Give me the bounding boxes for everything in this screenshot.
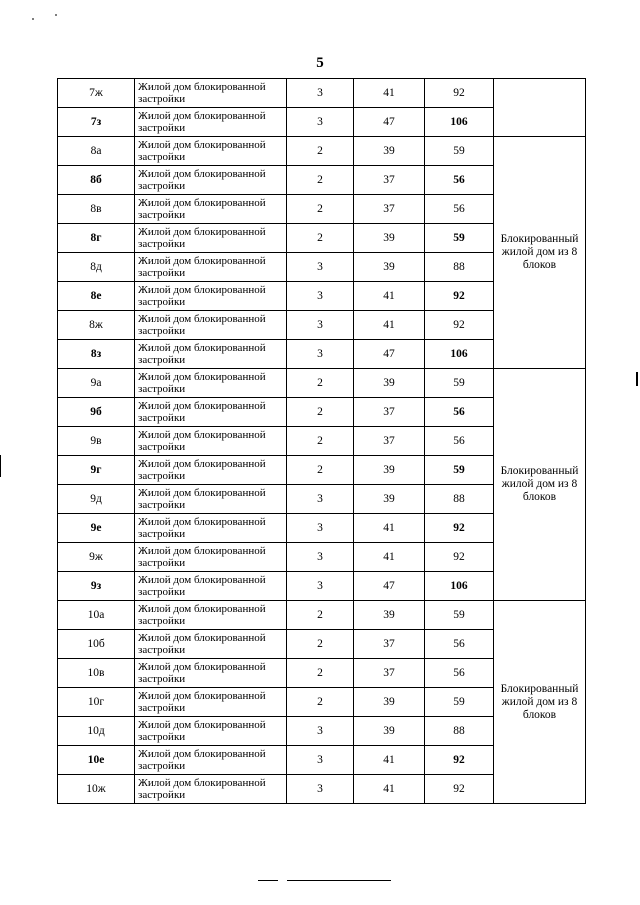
row-area2-cell: 56 bbox=[425, 166, 494, 195]
row-floors-cell: 2 bbox=[287, 224, 354, 253]
row-area1-cell: 47 bbox=[354, 108, 425, 137]
row-floors-cell: 3 bbox=[287, 253, 354, 282]
row-area1-cell: 47 bbox=[354, 572, 425, 601]
row-id-cell: 10е bbox=[58, 746, 135, 775]
row-description-cell: Жилой дом блокированной застройки bbox=[135, 630, 287, 659]
row-floors-cell: 3 bbox=[287, 108, 354, 137]
row-floors-cell: 3 bbox=[287, 746, 354, 775]
row-id-cell: 8б bbox=[58, 166, 135, 195]
row-id-cell: 9г bbox=[58, 456, 135, 485]
row-area1-cell: 37 bbox=[354, 195, 425, 224]
row-floors-cell: 3 bbox=[287, 485, 354, 514]
scan-edge-mark bbox=[636, 372, 638, 386]
row-description-cell: Жилой дом блокированной застройки bbox=[135, 601, 287, 630]
row-area1-cell: 37 bbox=[354, 630, 425, 659]
row-area1-cell: 41 bbox=[354, 311, 425, 340]
row-description-cell: Жилой дом блокированной застройки bbox=[135, 195, 287, 224]
row-area1-cell: 39 bbox=[354, 369, 425, 398]
row-description-cell: Жилой дом блокированной застройки bbox=[135, 485, 287, 514]
row-area1-cell: 39 bbox=[354, 485, 425, 514]
row-floors-cell: 2 bbox=[287, 427, 354, 456]
group-label-cell: Блокированный жилой дом из 8 блоков bbox=[494, 137, 586, 369]
row-floors-cell: 2 bbox=[287, 456, 354, 485]
row-area1-cell: 47 bbox=[354, 340, 425, 369]
row-area2-cell: 88 bbox=[425, 717, 494, 746]
row-id-cell: 7з bbox=[58, 108, 135, 137]
row-floors-cell: 2 bbox=[287, 398, 354, 427]
row-area2-cell: 56 bbox=[425, 195, 494, 224]
row-area2-cell: 92 bbox=[425, 79, 494, 108]
table-row bbox=[58, 137, 586, 166]
row-area1-cell: 39 bbox=[354, 688, 425, 717]
row-floors-cell: 3 bbox=[287, 311, 354, 340]
row-id-cell: 8ж bbox=[58, 311, 135, 340]
row-area2-cell: 56 bbox=[425, 659, 494, 688]
row-floors-cell: 2 bbox=[287, 369, 354, 398]
row-id-cell: 9д bbox=[58, 485, 135, 514]
row-area1-cell: 41 bbox=[354, 775, 425, 804]
row-description-cell: Жилой дом блокированной застройки bbox=[135, 369, 287, 398]
row-floors-cell: 2 bbox=[287, 601, 354, 630]
row-floors-cell: 2 bbox=[287, 688, 354, 717]
row-id-cell: 9а bbox=[58, 369, 135, 398]
row-description-cell: Жилой дом блокированной застройки bbox=[135, 659, 287, 688]
row-area2-cell: 59 bbox=[425, 456, 494, 485]
row-area2-cell: 59 bbox=[425, 369, 494, 398]
row-id-cell: 9в bbox=[58, 427, 135, 456]
row-floors-cell: 2 bbox=[287, 166, 354, 195]
row-id-cell: 10г bbox=[58, 688, 135, 717]
row-id-cell: 10б bbox=[58, 630, 135, 659]
row-description-cell: Жилой дом блокированной застройки bbox=[135, 456, 287, 485]
row-id-cell: 8д bbox=[58, 253, 135, 282]
row-id-cell: 8г bbox=[58, 224, 135, 253]
row-description-cell: Жилой дом блокированной застройки bbox=[135, 572, 287, 601]
row-description-cell: Жилой дом блокированной застройки bbox=[135, 137, 287, 166]
row-id-cell: 9е bbox=[58, 514, 135, 543]
row-id-cell: 7ж bbox=[58, 79, 135, 108]
row-id-cell: 9б bbox=[58, 398, 135, 427]
row-description-cell: Жилой дом блокированной застройки bbox=[135, 775, 287, 804]
row-floors-cell: 2 bbox=[287, 137, 354, 166]
table-row bbox=[58, 369, 586, 398]
row-area2-cell: 56 bbox=[425, 630, 494, 659]
row-area2-cell: 88 bbox=[425, 485, 494, 514]
row-area1-cell: 41 bbox=[354, 79, 425, 108]
row-area1-cell: 39 bbox=[354, 253, 425, 282]
scan-edge-mark bbox=[0, 455, 1, 477]
row-description-cell: Жилой дом блокированной застройки bbox=[135, 253, 287, 282]
row-area2-cell: 92 bbox=[425, 746, 494, 775]
footer-line bbox=[287, 880, 391, 881]
row-area1-cell: 41 bbox=[354, 514, 425, 543]
row-area1-cell: 37 bbox=[354, 427, 425, 456]
row-description-cell: Жилой дом блокированной застройки bbox=[135, 427, 287, 456]
page-number: 5 bbox=[316, 55, 324, 71]
row-area2-cell: 59 bbox=[425, 224, 494, 253]
row-description-cell: Жилой дом блокированной застройки bbox=[135, 79, 287, 108]
row-description-cell: Жилой дом блокированной застройки bbox=[135, 108, 287, 137]
row-area1-cell: 39 bbox=[354, 717, 425, 746]
row-description-cell: Жилой дом блокированной застройки bbox=[135, 543, 287, 572]
row-floors-cell: 3 bbox=[287, 717, 354, 746]
row-floors-cell: 3 bbox=[287, 543, 354, 572]
row-floors-cell: 3 bbox=[287, 340, 354, 369]
buildings-table bbox=[57, 78, 586, 804]
row-area2-cell: 88 bbox=[425, 253, 494, 282]
row-area1-cell: 41 bbox=[354, 746, 425, 775]
row-description-cell: Жилой дом блокированной застройки bbox=[135, 282, 287, 311]
row-area2-cell: 106 bbox=[425, 572, 494, 601]
row-area1-cell: 37 bbox=[354, 398, 425, 427]
row-area1-cell: 37 bbox=[354, 659, 425, 688]
row-floors-cell: 2 bbox=[287, 630, 354, 659]
row-id-cell: 8з bbox=[58, 340, 135, 369]
row-area2-cell: 92 bbox=[425, 543, 494, 572]
row-id-cell: 10д bbox=[58, 717, 135, 746]
row-floors-cell: 3 bbox=[287, 514, 354, 543]
row-floors-cell: 3 bbox=[287, 79, 354, 108]
group-label-cell bbox=[494, 79, 586, 137]
row-area1-cell: 37 bbox=[354, 166, 425, 195]
group-label-cell: Блокированный жилой дом из 8 блоков bbox=[494, 369, 586, 601]
row-id-cell: 10в bbox=[58, 659, 135, 688]
row-area2-cell: 59 bbox=[425, 601, 494, 630]
group-label-cell: Блокированный жилой дом из 8 блоков bbox=[494, 601, 586, 804]
row-area2-cell: 56 bbox=[425, 398, 494, 427]
row-description-cell: Жилой дом блокированной застройки bbox=[135, 398, 287, 427]
row-description-cell: Жилой дом блокированной застройки bbox=[135, 688, 287, 717]
row-description-cell: Жилой дом блокированной застройки bbox=[135, 224, 287, 253]
row-id-cell: 10ж bbox=[58, 775, 135, 804]
row-id-cell: 8а bbox=[58, 137, 135, 166]
row-area1-cell: 41 bbox=[354, 543, 425, 572]
row-area1-cell: 39 bbox=[354, 456, 425, 485]
row-description-cell: Жилой дом блокированной застройки bbox=[135, 340, 287, 369]
row-area1-cell: 41 bbox=[354, 282, 425, 311]
row-area1-cell: 39 bbox=[354, 137, 425, 166]
row-description-cell: Жилой дом блокированной застройки bbox=[135, 166, 287, 195]
row-area1-cell: 39 bbox=[354, 224, 425, 253]
row-description-cell: Жилой дом блокированной застройки bbox=[135, 514, 287, 543]
row-description-cell: Жилой дом блокированной застройки bbox=[135, 746, 287, 775]
table-row bbox=[58, 601, 586, 630]
row-floors-cell: 2 bbox=[287, 659, 354, 688]
row-id-cell: 10а bbox=[58, 601, 135, 630]
row-floors-cell: 3 bbox=[287, 282, 354, 311]
row-area2-cell: 106 bbox=[425, 108, 494, 137]
row-floors-cell: 2 bbox=[287, 195, 354, 224]
row-area2-cell: 92 bbox=[425, 311, 494, 340]
row-area2-cell: 92 bbox=[425, 775, 494, 804]
row-id-cell: 8в bbox=[58, 195, 135, 224]
row-description-cell: Жилой дом блокированной застройки bbox=[135, 717, 287, 746]
row-area2-cell: 59 bbox=[425, 137, 494, 166]
scan-speck bbox=[32, 18, 34, 20]
row-description-cell: Жилой дом блокированной застройки bbox=[135, 311, 287, 340]
row-id-cell: 9ж bbox=[58, 543, 135, 572]
row-id-cell: 9з bbox=[58, 572, 135, 601]
row-area2-cell: 106 bbox=[425, 340, 494, 369]
row-area2-cell: 59 bbox=[425, 688, 494, 717]
row-area2-cell: 56 bbox=[425, 427, 494, 456]
row-area2-cell: 92 bbox=[425, 514, 494, 543]
scan-speck bbox=[55, 14, 57, 16]
row-area2-cell: 92 bbox=[425, 282, 494, 311]
row-area1-cell: 39 bbox=[354, 601, 425, 630]
row-floors-cell: 3 bbox=[287, 775, 354, 804]
footer-line bbox=[258, 880, 278, 881]
table-row bbox=[58, 79, 586, 108]
row-floors-cell: 3 bbox=[287, 572, 354, 601]
row-id-cell: 8е bbox=[58, 282, 135, 311]
